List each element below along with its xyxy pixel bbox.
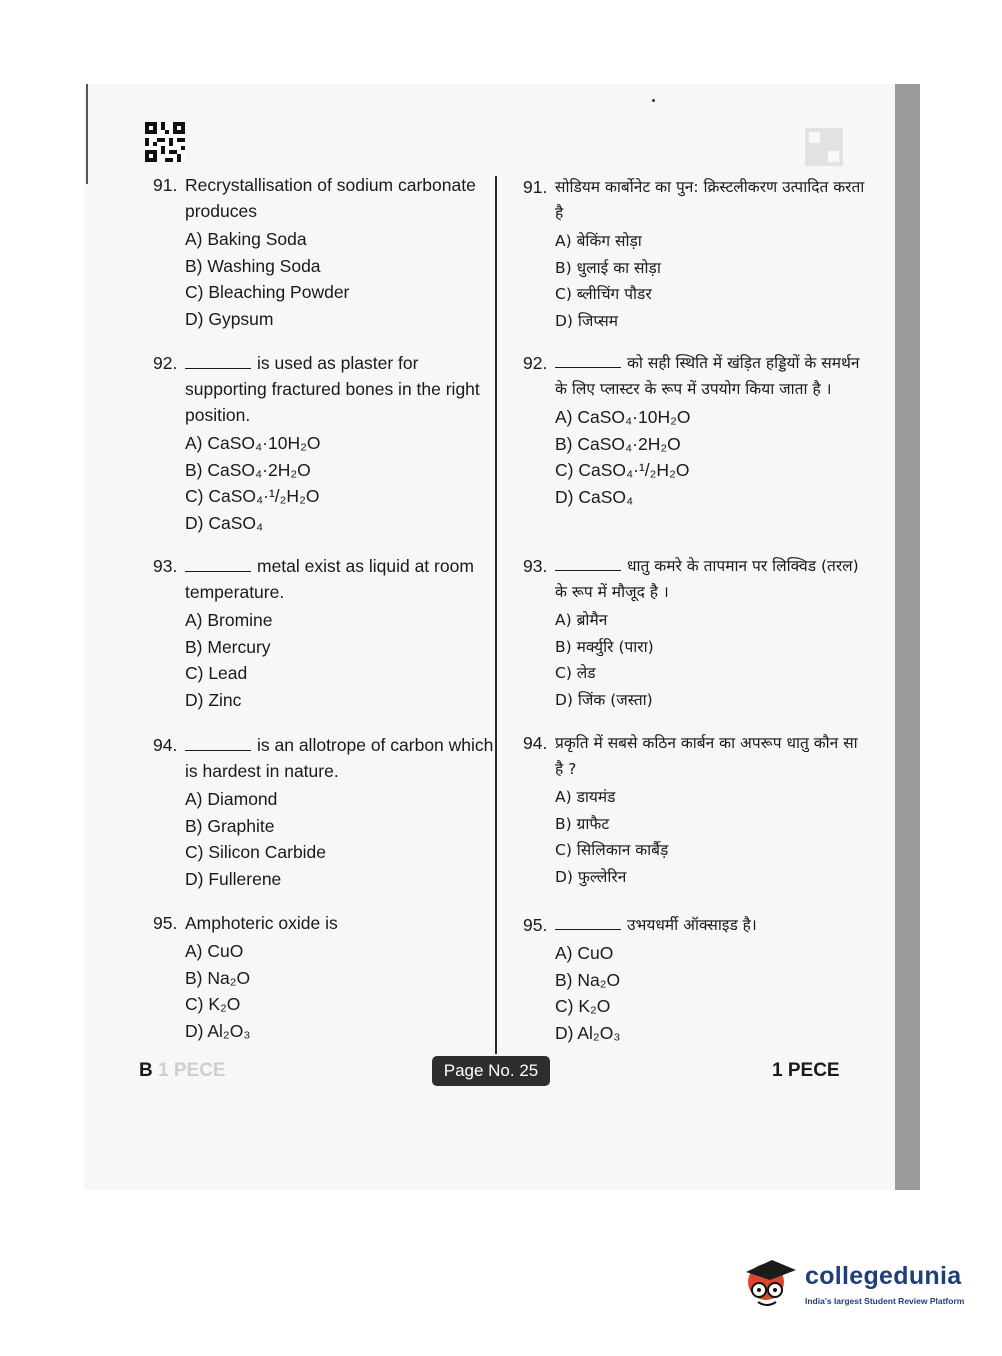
question-text: metal exist as liquid at room temperature. [185,556,474,602]
question-94-hi [523,730,868,890]
option-b: B) मर्क्युरि (पारा) [555,637,654,656]
option-a: A) Diamond [185,789,278,809]
question-number: 95. [523,915,548,935]
scan-left-edge [86,84,88,184]
option-b: B) CaSO₄·2H₂O [185,459,311,480]
option-d: D) Fullerene [185,868,282,889]
footer-bleedthrough-text: 1 PECE [158,1060,226,1081]
answer-blank [185,736,251,751]
option-d: D) Zinc [185,689,242,710]
option-a: A) CuO [185,941,244,961]
option-d: D) Al₂O₃ [185,1020,251,1041]
option-a: A) Bromine [185,610,273,630]
question-text: Recrystallisation of sodium carbonate produces [185,175,476,221]
collegedunia-wordmark: collegedunia [805,1262,962,1290]
question-number: 92. [523,353,548,373]
question-text: प्रकृति में सबसे कठिन कार्बन का अपरूप धातु कौन सा है ? [555,734,858,778]
option-a: A) CaSO₄·10H₂O [185,433,321,453]
collegedunia-tagline: India's largest Student Review Platform [805,1296,965,1306]
answer-blank [185,557,251,572]
option-d: D) Al₂O₃ [555,1022,621,1043]
question-91-en [153,172,498,332]
question-93-en [153,553,498,713]
question-text: उभयधर्मी ऑक्साइड है। [627,916,757,934]
question-number: 94. [153,735,178,755]
question-number: 92. [153,353,178,373]
option-a: A) बेकिंग सोड़ा [555,232,642,250]
question-91-hi [523,174,868,334]
question-text: धातु कमरे के तापमान पर लिक्विड (तरल) के रूप में मौजूद है । [555,557,859,601]
option-c: C) सिलिकान कार्बैड़ [555,841,669,859]
question-number: 95. [153,913,178,933]
answer-blank [555,353,621,368]
page-number-badge: Page No. 25 [432,1056,550,1086]
option-a: A) डायमंड [555,788,616,806]
qr-code-bleedthrough-icon [805,128,843,166]
exam-code-label: 1 PECE [772,1060,840,1081]
question-text: is an allotrope of carbon which is hardest in nature. [185,735,494,781]
option-a: A) ब्रोमैन [555,611,608,629]
answer-blank [185,354,251,369]
question-92-hi [523,350,868,510]
option-b: B) धुलाई का सोड़ा [555,258,661,277]
option-d: D) Gypsum [185,308,274,329]
option-c: C) K₂O [185,994,241,1014]
question-number: 93. [523,556,548,576]
answer-blank [555,915,621,930]
option-c: C) ब्लीचिंग पौडर [555,285,652,303]
option-d: D) जिंक (जस्ता) [555,690,653,709]
question-text: is used as plaster for supporting fractured bones in the right position. [185,353,480,425]
question-93-hi [523,553,868,713]
option-d: D) CaSO₄ [555,486,634,507]
option-d: D) जिप्सम [555,311,619,330]
question-92-en [153,350,498,536]
option-c: C) CaSO₄·¹/₂H₂O [555,460,690,480]
option-b: B) Mercury [185,636,271,657]
option-b: B) Washing Soda [185,255,321,276]
question-text: Amphoteric oxide is [185,913,338,933]
question-94-en [153,732,498,892]
option-d: D) फुल्लेरिन [555,867,627,886]
option-b: B) CaSO₄·2H₂O [555,433,681,454]
question-text: को सही स्थिति में खंड़ित हड्डियों के समर्थन के लिए प्लास्टर के रूप में उपयोग किया जाता है । [555,354,860,398]
option-c: C) CaSO₄·¹/₂H₂O [185,486,320,506]
option-a: A) CaSO₄·10H₂O [555,407,691,427]
question-number: 91. [153,175,178,195]
option-c: C) Silicon Carbide [185,842,327,862]
question-95-hi [523,912,868,1046]
scan-speck [652,99,655,102]
question-number: 93. [153,556,178,576]
option-b: B) Na₂O [555,969,621,990]
answer-blank [555,556,621,571]
question-text: सोडियम कार्बोनेट का पुन: क्रिस्टलीकरण उत्पादित करता है [555,178,865,222]
option-b: B) Graphite [185,815,275,836]
option-a: A) Baking Soda [185,229,307,249]
option-c: C) Bleaching Powder [185,282,350,302]
qr-code-icon [145,122,185,162]
option-d: D) CaSO₄ [185,512,264,533]
option-c: C) लेड [555,664,596,682]
option-c: C) Lead [185,663,248,683]
option-a: A) CuO [555,943,614,963]
question-number: 91. [523,177,548,197]
question-95-en [153,910,498,1044]
booklet-set-label: B [139,1060,153,1081]
question-number: 94. [523,733,548,753]
option-b: B) ग्राफैट [555,814,610,833]
option-b: B) Na₂O [185,967,251,988]
option-c: C) K₂O [555,996,611,1016]
scan-edge-shadow [895,84,920,1190]
